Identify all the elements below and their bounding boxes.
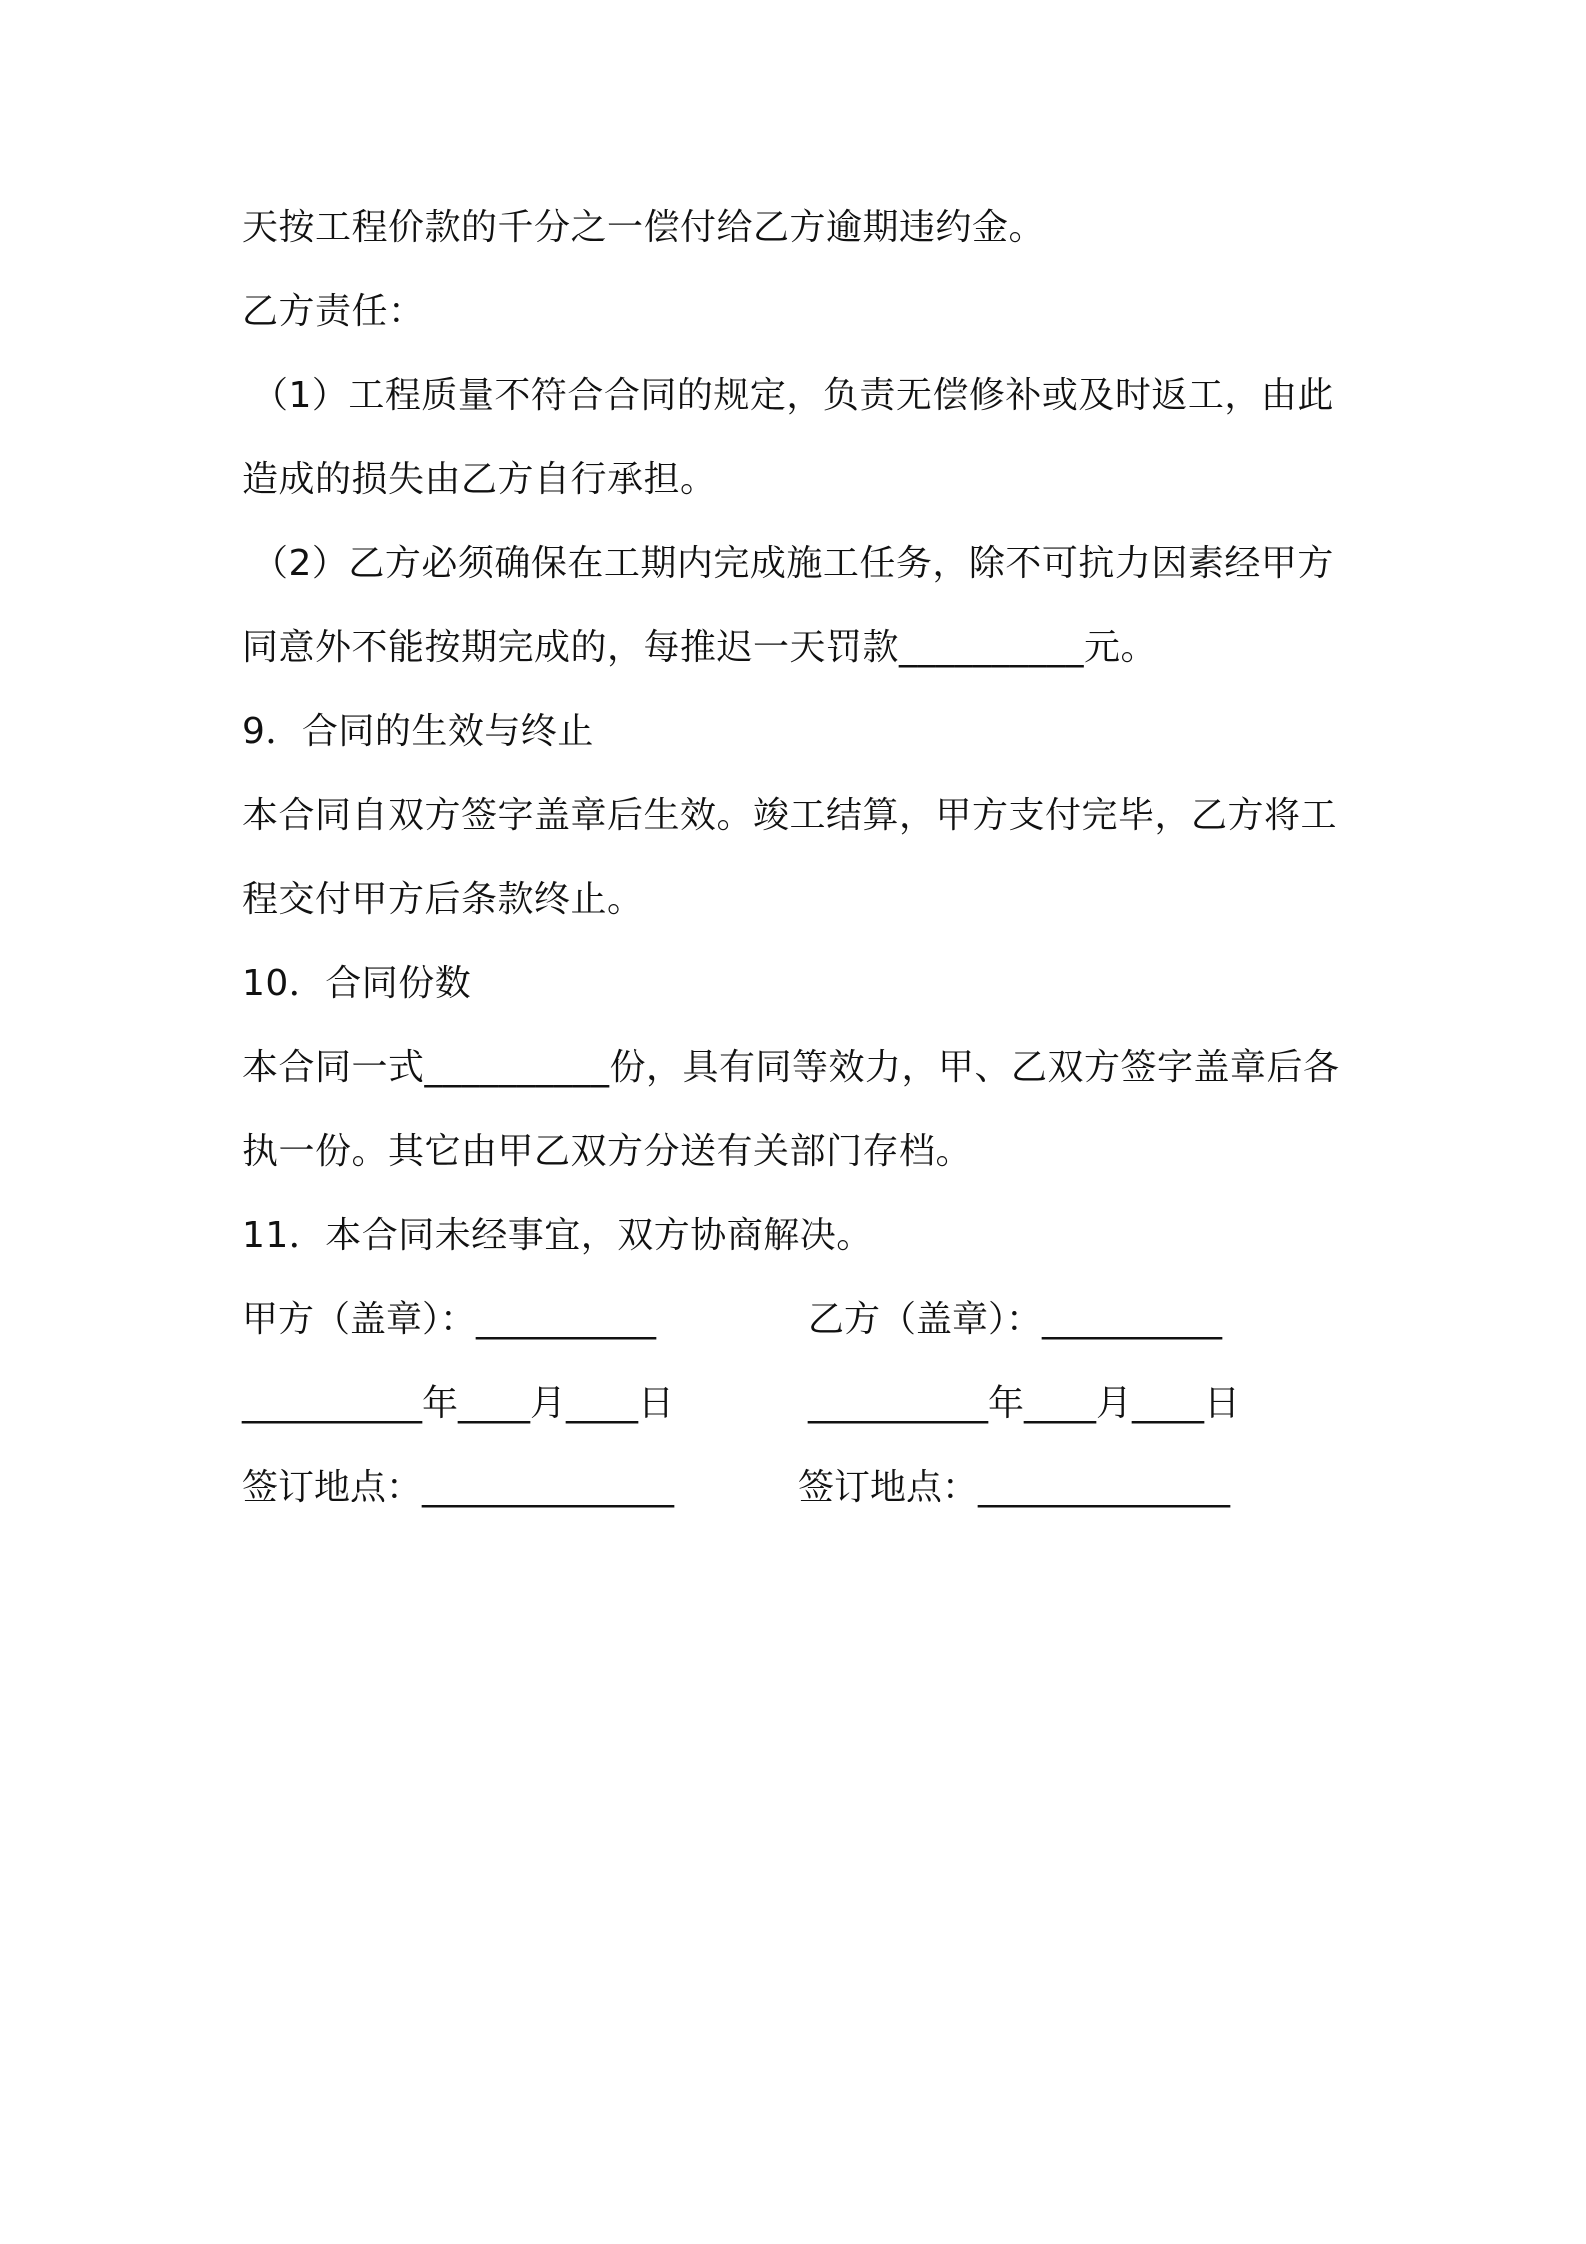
- party-a-date-line: __________年____月____日: [242, 1383, 674, 1424]
- responsibility-item-2: （2）乙方必须确保在工期内完成施工任务，除不可抗力因素经甲方: [252, 543, 1334, 584]
- party-b-date-line: __________年____月____日: [808, 1383, 1240, 1424]
- section-9-heading: 9．合同的生效与终止: [242, 711, 594, 752]
- responsibility-item-1-cont: 造成的损失由乙方自行承担。: [242, 459, 717, 500]
- party-b-responsibility-heading: 乙方责任：: [242, 291, 425, 332]
- section-10-text-cont: 执一份。其它由甲乙双方分送有关部门存档。: [242, 1131, 973, 1172]
- party-b-seal-line: 乙方（盖章）：__________: [808, 1299, 1223, 1340]
- responsibility-item-1: （1）工程质量不符合合同的规定，负责无偿修补或及时返工，由此: [252, 375, 1334, 416]
- party-a-signing-place: 签订地点：______________: [242, 1467, 675, 1508]
- section-10-heading: 10．合同份数: [242, 963, 472, 1004]
- section-10-text: 本合同一式__________份，具有同等效力，甲、乙双方签字盖章后各: [242, 1047, 1340, 1088]
- party-b-signing-place: 签订地点：______________: [798, 1467, 1231, 1508]
- party-a-seal-line: 甲方（盖章）：__________: [242, 1299, 657, 1340]
- section-9-text: 本合同自双方签字盖章后生效。竣工结算，甲方支付完毕，乙方将工: [242, 795, 1338, 836]
- section-9-text-cont: 程交付甲方后条款终止。: [242, 879, 644, 920]
- responsibility-item-2-cont: 同意外不能按期完成的，每推迟一天罚款__________元。: [242, 627, 1158, 668]
- section-11-text: 11．本合同未经事宜，双方协商解决。: [242, 1215, 873, 1256]
- paragraph-line-1: 天按工程价款的千分之一偿付给乙方逾期违约金。: [242, 207, 1046, 248]
